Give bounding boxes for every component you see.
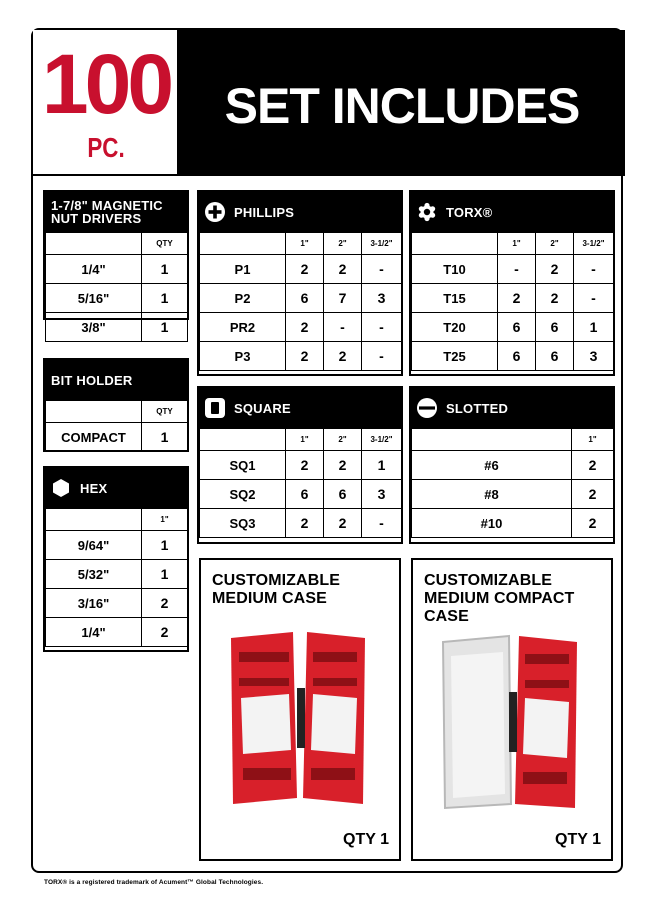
table-row: P1 2 2 - [200, 255, 402, 284]
table-row: SQ2 6 6 3 [200, 480, 402, 509]
piece-unit: PC. [87, 132, 125, 163]
case-title: CUSTOMIZABLE MEDIUM COMPACT CASE [424, 572, 575, 625]
column-header: 2" [536, 233, 574, 255]
square-panel [197, 386, 403, 544]
square-title-label: SQUARE [234, 400, 291, 416]
medium-case-card [199, 558, 401, 861]
torx-star-icon [417, 202, 437, 222]
phillips-panel [197, 190, 403, 376]
table-row: PR2 2 - - [200, 313, 402, 342]
hex-title-label: HEX [80, 480, 108, 496]
column-header: 2" [324, 233, 362, 255]
table-row: SQ1 2 2 1 [200, 451, 402, 480]
square-drive-icon [205, 398, 225, 418]
table-row: #6 2 [412, 451, 614, 480]
table-row: SQ3 2 2 - [200, 509, 402, 538]
column-header: 3-1/2" [362, 429, 402, 451]
column-header: 1" [286, 233, 324, 255]
square-table [199, 428, 402, 538]
table-row: 3/8" 1 [46, 313, 188, 342]
bit-holder-panel [43, 358, 189, 452]
medium-case-image [213, 628, 391, 808]
table-row: T10 - 2 - [412, 255, 614, 284]
table-row: 9/64" 1 [46, 531, 188, 560]
column-header: 1" [142, 509, 188, 531]
nut-drivers-table [45, 232, 188, 342]
column-header: 2" [324, 429, 362, 451]
table-row: 1/4" 2 [46, 618, 188, 647]
piece-count-box [33, 30, 179, 176]
slotted-icon [417, 398, 437, 418]
table-row: T20 6 6 1 [412, 313, 614, 342]
table-row: #10 2 [412, 509, 614, 538]
case-title: CUSTOMIZABLE MEDIUM CASE [212, 572, 341, 607]
hexagon-icon [51, 478, 71, 498]
phillips-cross-icon [205, 202, 225, 222]
slotted-title [411, 388, 613, 428]
hex-panel [43, 466, 189, 652]
bit-holder-table [45, 400, 188, 452]
table-row: T25 6 6 3 [412, 342, 614, 371]
trademark-footnote: TORX® is a registered trademark of Acument™ Global Technologies. [44, 879, 264, 886]
column-header: QTY [142, 233, 188, 255]
piece-count: 100 [41, 37, 171, 131]
title-bar [179, 30, 625, 176]
nut-drivers-title: 1-7/8" MAGNETIC NUT DRIVERS [45, 192, 187, 232]
page-title: SET INCLUDES [224, 78, 580, 134]
torx-title [411, 192, 613, 232]
nut-drivers-panel [43, 190, 189, 335]
set-includes-sheet [31, 28, 623, 873]
slotted-title-label: SLOTTED [446, 400, 509, 416]
table-row: 5/16" 1 [46, 284, 188, 313]
case-quantity: QTY 1 [343, 831, 389, 848]
column-header: QTY [142, 401, 188, 423]
column-header: 3-1/2" [574, 233, 614, 255]
table-row: P3 2 2 - [200, 342, 402, 371]
slotted-panel [409, 386, 615, 544]
phillips-table [199, 232, 402, 371]
table-row: 1/4" 1 [46, 255, 188, 284]
column-header: 1" [498, 233, 536, 255]
bit-holder-title: BIT HOLDER [45, 360, 187, 400]
column-header: 1" [572, 429, 614, 451]
column-header: 1" [286, 429, 324, 451]
table-row: T15 2 2 - [412, 284, 614, 313]
torx-panel [409, 190, 615, 376]
phillips-title [199, 192, 401, 232]
table-row: 3/16" 2 [46, 589, 188, 618]
torx-table [411, 232, 614, 371]
torx-title-label: TORX® [446, 204, 493, 220]
table-row: COMPACT 1 [46, 423, 188, 452]
table-row: 5/32" 1 [46, 560, 188, 589]
slotted-table [411, 428, 614, 538]
table-row: #8 2 [412, 480, 614, 509]
medium-compact-case-card [411, 558, 613, 861]
column-header: 3-1/2" [362, 233, 402, 255]
square-title [199, 388, 401, 428]
medium-compact-case-image [425, 628, 603, 808]
table-row: P2 6 7 3 [200, 284, 402, 313]
hex-title [45, 468, 187, 508]
phillips-title-label: PHILLIPS [234, 204, 295, 220]
hex-table [45, 508, 188, 647]
case-quantity: QTY 1 [555, 831, 601, 848]
